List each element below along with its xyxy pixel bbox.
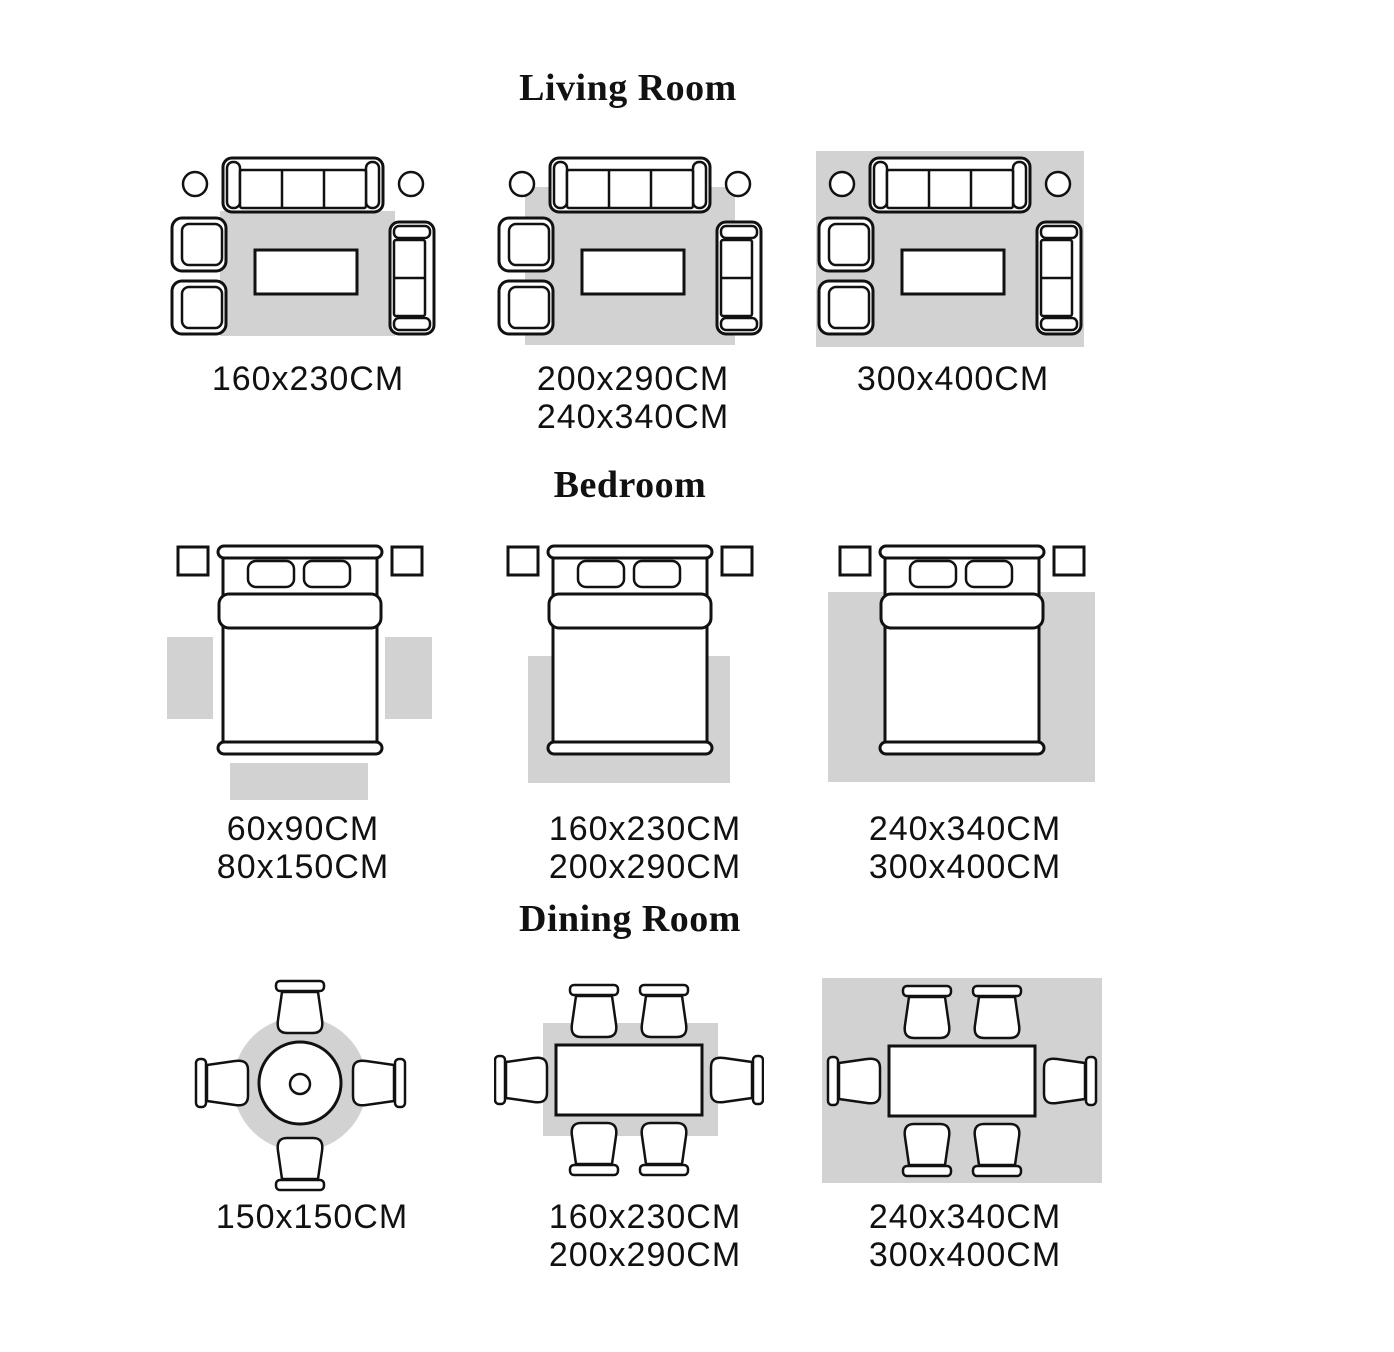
size-line: 160x230CM <box>548 1198 742 1236</box>
size-line: 200x290CM <box>548 1236 742 1274</box>
size-line: 80x150CM <box>216 848 390 886</box>
size-line: 160x230CM <box>211 360 405 398</box>
living-room-layout-medium-figure <box>495 150 765 350</box>
size-line: 240x340CM <box>868 1198 1062 1236</box>
size-line: 150x150CM <box>215 1198 409 1236</box>
dining-layout-round-figure <box>175 959 425 1209</box>
size-line: 300x400CM <box>856 360 1050 398</box>
size-line: 240x340CM <box>536 398 730 436</box>
dining-size-label-1 <box>216 1198 408 1236</box>
size-line: 300x400CM <box>868 1236 1062 1274</box>
section-title-bedroom: Bedroom <box>553 464 707 506</box>
bedroom-size-label-3 <box>869 810 1061 886</box>
living-room-layout-small-figure <box>168 150 438 350</box>
section-title-living-room: Living Room <box>519 67 737 109</box>
rug-shape <box>385 637 432 719</box>
dining-set-icon <box>495 985 763 1175</box>
living-room-layout-large-figure <box>815 150 1085 350</box>
bedroom-size-label-2 <box>549 810 741 886</box>
size-line: 240x340CM <box>868 810 1062 848</box>
dining-size-label-2 <box>549 1198 741 1274</box>
size-line: 200x290CM <box>548 848 742 886</box>
bedroom-size-label-1 <box>217 810 389 886</box>
section-title-dining-room: Dining Room <box>519 898 741 940</box>
size-line: 160x230CM <box>548 810 742 848</box>
size-line: 60x90CM <box>226 810 380 848</box>
living-room-size-label-1 <box>212 360 404 398</box>
size-line: 300x400CM <box>868 848 1062 886</box>
dining-layout-medium-figure <box>494 956 764 1206</box>
bedroom-layout-large-figure <box>822 534 1102 812</box>
size-line: 200x290CM <box>536 360 730 398</box>
dining-layout-large-figure <box>817 956 1107 1206</box>
bedroom-layout-runners-figure <box>160 534 440 812</box>
living-room-size-label-2 <box>537 360 729 436</box>
rug-shape <box>167 637 213 719</box>
dining-size-label-3 <box>869 1198 1061 1274</box>
living-room-size-label-3 <box>857 360 1049 398</box>
bedroom-layout-medium-figure <box>490 534 770 812</box>
round-dining-set-icon <box>196 981 405 1190</box>
rug-shape <box>230 763 368 800</box>
